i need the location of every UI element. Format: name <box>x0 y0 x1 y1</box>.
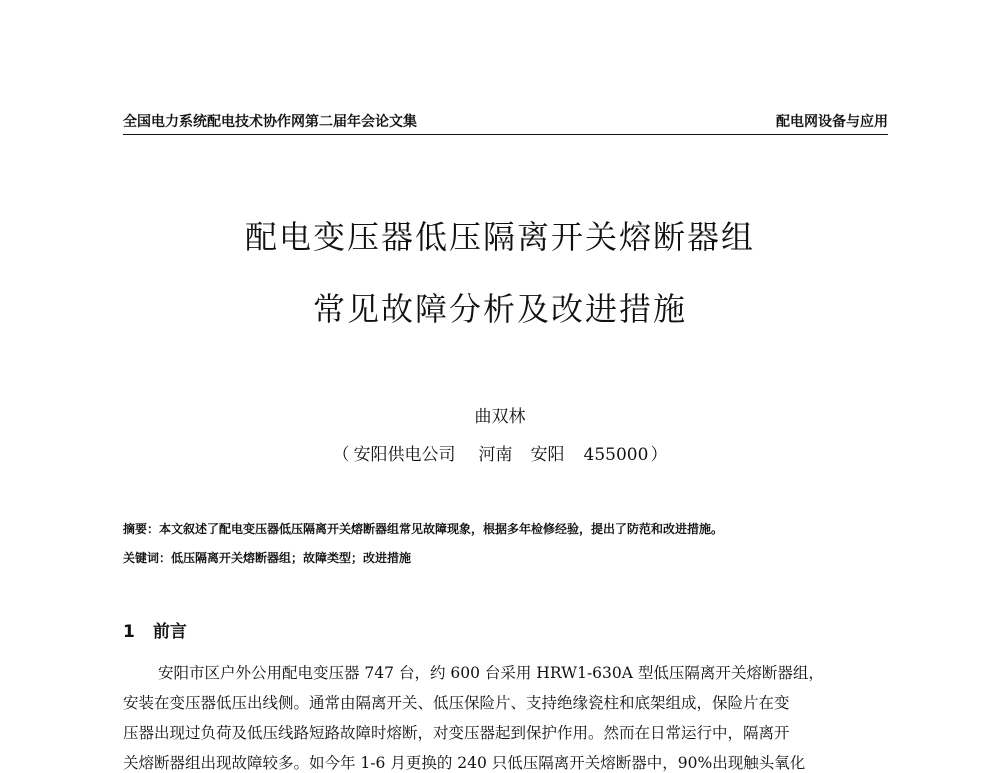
affiliation-close-paren: ） <box>650 445 668 465</box>
section-heading <box>123 617 187 642</box>
abstract-text: 本文叙述了配电变压器低压隔离开关熔断器组常见故障现象，根据多年检修经验，提出了防范和改进措施。 <box>159 522 724 536</box>
proceedings-title: 全国电力系统配电技术协作网第二届年会论文集 <box>123 114 417 130</box>
affiliation-province: 河南 <box>478 445 513 465</box>
section-number: 1 <box>123 622 135 642</box>
body-line: 安阳市区户外公用配电变压器 747 台，约 600 台采用 HRW1-630A 型低压隔离开关熔断器组， <box>158 664 824 682</box>
affiliation-postcode: 455000 <box>583 445 649 465</box>
section-category: 配电网设备与应用 <box>776 114 888 130</box>
author-affiliation <box>0 440 1000 465</box>
running-header <box>123 111 888 133</box>
affiliation-city: 安阳 <box>530 445 565 465</box>
body-line: 关熔断器组出现故障较多。如今年 1-6 月更换的 240 只低压隔离开关熔断器中，90%出现触头氧化 <box>123 754 806 772</box>
body-line: 压器出现过负荷及低压线路短路故障时熔断，对变压器起到保护作用。然而在日常运行中，隔离开 <box>123 724 790 742</box>
abstract <box>123 520 893 537</box>
abstract-label: 摘要： <box>123 522 160 536</box>
keywords-label: 关键词： <box>123 551 172 565</box>
author-name: 曲双林 <box>474 407 526 427</box>
affiliation-org: 安阳供电公司 <box>353 445 456 465</box>
paper-title-line-2: 常见故障分析及改进措施 <box>312 290 687 328</box>
keywords-text: 低压隔离开关熔断器组；故障类型；改进措施 <box>171 551 412 565</box>
section-title: 前言 <box>152 622 187 642</box>
affiliation-open-paren: （ <box>332 445 350 465</box>
body-line: 安装在变压器低压出线侧。通常由隔离开关、低压保险片、支持绝缘瓷柱和底架组成，保险片在变 <box>123 694 790 712</box>
paper-title-line-1: 配电变压器低压隔离开关熔断器组 <box>244 218 755 256</box>
keywords <box>123 549 893 566</box>
header-rule <box>123 134 888 135</box>
